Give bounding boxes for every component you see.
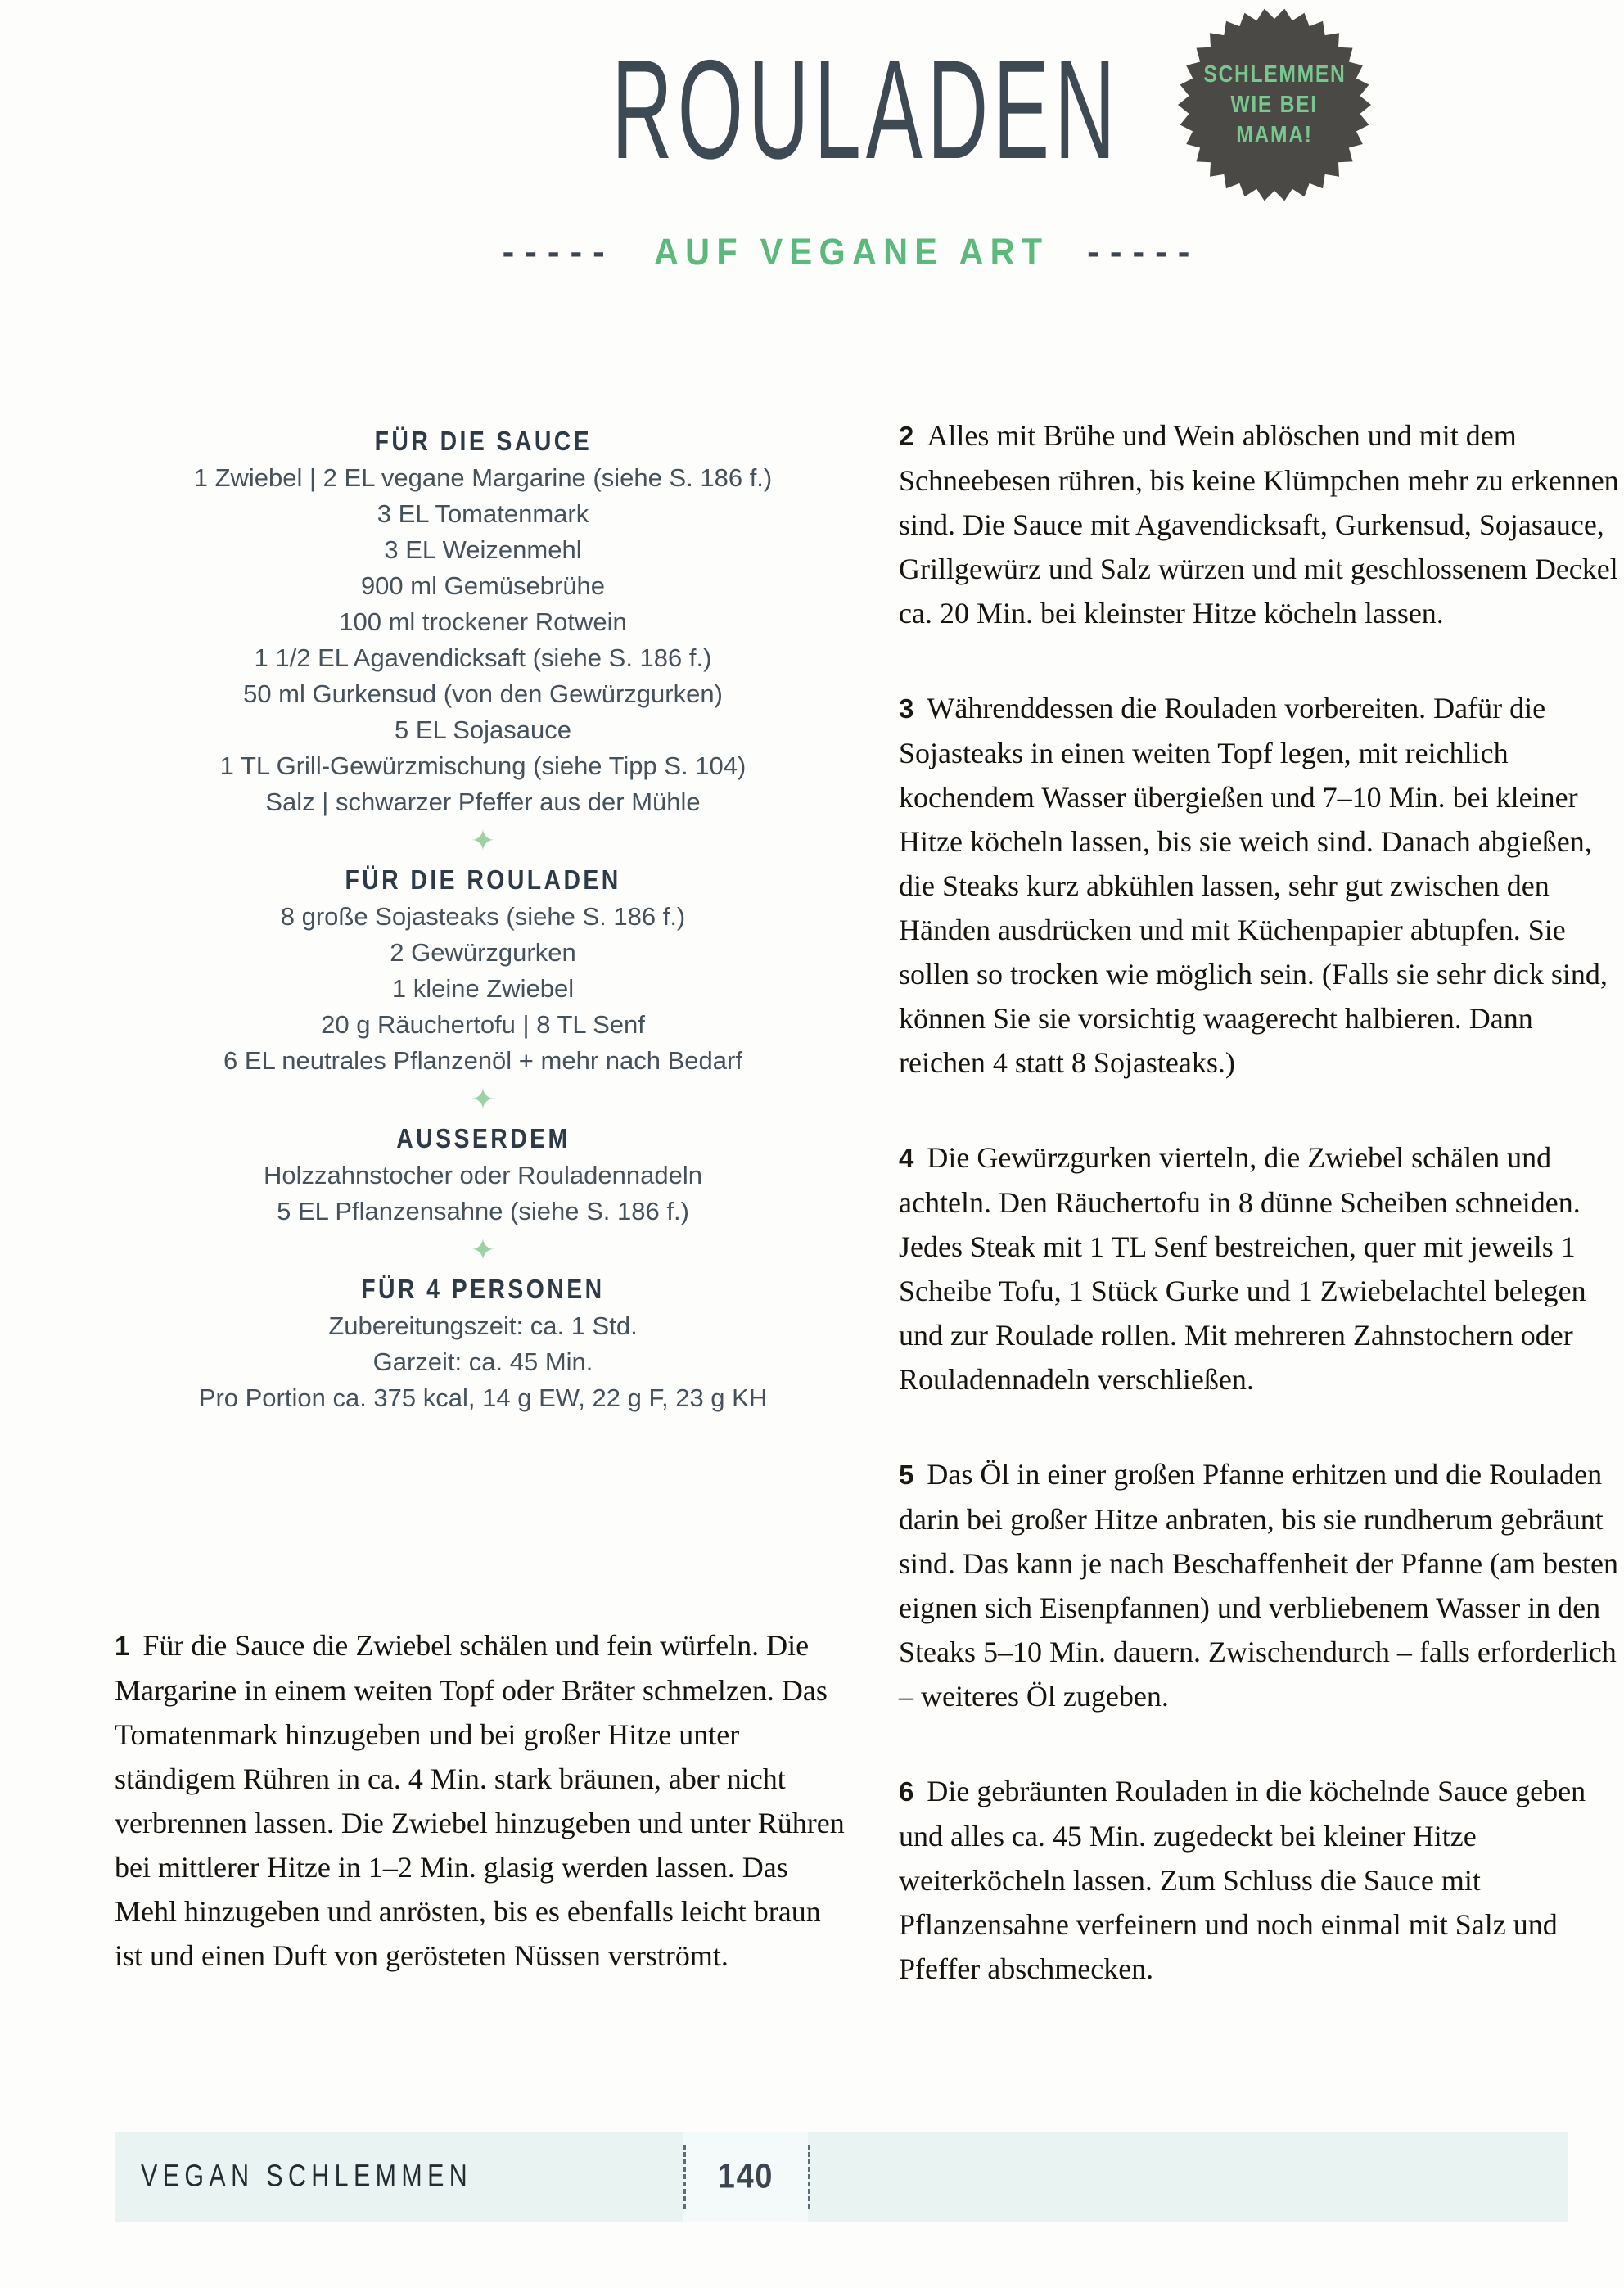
diamond-separator-icon: ✦ <box>470 824 496 857</box>
ingredient-item: Holzzahnstocher oder Rouladennadeln <box>264 1161 702 1189</box>
section-heading <box>115 1120 851 1158</box>
section-heading-text: FÜR DIE ROULADEN <box>345 864 621 895</box>
step-text: Für die Sauce die Zwiebel schälen und fein würfeln. Die Margarine in einem weiten Topf oder Bräter schmelzen. Das Tomatenmark hinzugeben und bei großer Hitze unter ständigem Rühren in ca. 4 Min. stark bräunen, aber nicht verbrennen lassen. Die Zwiebel hinzugeben und unter Rühren bei mittlerer Hitze in 1–2 Min. glasig werden lassen. Das Mehl hinzugeben und anrösten, bis es ebenfalls leicht braun ist und einen Duft von gerösteten Nüssen verströmt. <box>115 1629 845 1972</box>
recipe-subtitle: AUF VEGANE ART <box>653 231 1049 273</box>
recipe-step-1 <box>115 1623 851 1978</box>
step-number: 5 <box>899 1460 914 1490</box>
ingredient-item: 1 1/2 EL Agavendicksaft (siehe S. 186 f.) <box>254 643 712 672</box>
book-title: VEGAN SCHLEMMEN <box>141 2159 473 2194</box>
ingredient-item: 5 EL Pflanzensahne (siehe S. 186 f.) <box>277 1197 689 1225</box>
section-heading <box>115 422 851 460</box>
ingredient-item: 1 Zwiebel | 2 EL vegane Margarine (siehe S. 186 f.) <box>193 463 773 492</box>
ingredient-item: 8 große Sojasteaks (siehe S. 186 f.) <box>280 902 686 931</box>
step-number: 3 <box>899 693 914 724</box>
ingredient-item: 3 EL Tomatenmark <box>377 499 589 528</box>
recipe-step-6 <box>899 1769 1623 1991</box>
ingredient-item: 6 EL neutrales Pflanzenöl + mehr nach Bedarf <box>223 1046 742 1075</box>
section-heading-text: AUSSERDEM <box>395 1123 571 1153</box>
serving-info-item: Garzeit: ca. 45 Min. <box>372 1347 593 1376</box>
badge <box>1176 7 1373 203</box>
ingredient-item: 100 ml trockener Rotwein <box>339 607 627 636</box>
badge-line: SCHLEMMEN <box>1202 61 1347 88</box>
step-number: 4 <box>899 1143 914 1173</box>
recipe-step-2 <box>899 413 1623 635</box>
step-number: 6 <box>899 1776 914 1807</box>
footer-dash-right <box>808 2145 810 2209</box>
step-text: Die gebräunten Rouladen in die köchelnde Sauce geben und alles ca. 45 Min. zugedeckt bei kleiner Hitze weiterköcheln lassen. Zum Schluss die Sauce mit Pflanzensahne verfeinern und noch einmal mit Salz und Pfeffer abschmecken. <box>899 1775 1586 1985</box>
section-heading-text: FÜR DIE SAUCE <box>374 426 592 456</box>
step-number: 1 <box>115 1631 130 1661</box>
badge-text <box>1176 7 1373 203</box>
subtitle-dash-right: ----- <box>1087 232 1201 272</box>
footer-band <box>115 2132 1568 2222</box>
ingredient-item: 50 ml Gurkensud (von den Gewürzgurken) <box>243 679 723 708</box>
diamond-separator-icon: ✦ <box>470 1082 496 1116</box>
recipe-step-3 <box>899 686 1623 1085</box>
section-heading <box>115 1270 851 1308</box>
ingredient-item: 900 ml Gemüsebrühe <box>360 571 606 600</box>
subtitle-dash-left: ----- <box>502 232 616 272</box>
ingredient-item: 20 g Räuchertofu | 8 TL Senf <box>321 1010 645 1039</box>
ingredient-item: 1 kleine Zwiebel <box>391 974 575 1003</box>
recipe-title: ROULADEN <box>611 31 1121 188</box>
recipe-header <box>442 31 1261 188</box>
diamond-separator-icon: ✦ <box>470 1233 496 1266</box>
page-number: 140 <box>717 2156 774 2196</box>
ingredient-item: 2 Gewürzgurken <box>390 938 576 967</box>
ingredient-item: 5 EL Sojasauce <box>394 715 571 744</box>
ingredient-item: Salz | schwarzer Pfeffer aus der Mühle <box>265 787 701 816</box>
serving-info-item: Zubereitungszeit: ca. 1 Std. <box>328 1311 638 1340</box>
badge-line: MAMA! <box>1236 121 1313 148</box>
badge-line: WIE BEI <box>1230 91 1319 118</box>
serving-info-item: Pro Portion ca. 375 kcal, 14 g EW, 22 g F, 23 g KH <box>198 1383 768 1412</box>
footer-dash-left <box>683 2145 686 2209</box>
ingredient-item: 3 EL Weizenmehl <box>384 535 582 564</box>
step-text: Die Gewürzgurken vierteln, die Zwiebel schälen und achteln. Den Räuchertofu in 8 dünne Scheiben schneiden. Jedes Steak mit 1 TL Senf bestreichen, quer mit jeweils 1 Scheibe Tofu, 1 Stück Gurke und 1 Zwiebelachtel belegen und zur Roulade rollen. Mit mehreren Zahnstochern oder Rouladennadeln verschließen. <box>899 1141 1586 1396</box>
step-text: Alles mit Brühe und Wein ablöschen und mit dem Schneebesen rühren, bis keine Klümpchen mehr zu erkennen sind. Die Sauce mit Agavendicksaft, Gurkensud, Sojasauce, Grillgewürz und Salz würzen und mit geschlossenem Deckel ca. 20 Min. bei kleinster Hitze köcheln lassen. <box>899 419 1619 630</box>
step-number: 2 <box>899 421 914 451</box>
step-text: Das Öl in einer großen Pfanne erhitzen und die Rouladen darin bei großer Hitze anbraten, bis sie rundherum gebräunt sind. Das kann je nach Beschaffenheit der Pfanne (am besten eignen sich Eisenpfannen) und verbliebenem Wasser in den Steaks 5–10 Min. dauern. Zwischendurch – falls erforderlich – weiteres Öl zugeben. <box>899 1458 1619 1713</box>
recipe-subtitle-row <box>442 231 1261 273</box>
steps-column <box>899 413 1623 2042</box>
section-heading <box>115 861 851 899</box>
step-text: Währenddessen die Rouladen vorbereiten. Dafür die Sojasteaks in einen weiten Topf legen, mit reichlich kochendem Wasser übergießen und 7–10 Min. bei kleiner Hitze köcheln lassen, bis sie weich sind. Danach abgießen, die Steaks kurz abkühlen lassen, sehr gut zwischen den Händen ausdrücken und mit Küchenpapier abtupfen. Sie sollen so trocken wie möglich sein. (Falls sie sehr dick sind, können Sie sie vorsichtig waagerecht halbieren. Dann reichen 4 statt 8 Sojasteaks.) <box>899 692 1608 1079</box>
recipe-step-4 <box>899 1135 1623 1401</box>
section-heading-text: FÜR 4 PERSONEN <box>361 1274 605 1304</box>
recipe-step-5 <box>899 1452 1623 1718</box>
ingredients-column <box>115 422 851 1416</box>
ingredient-item: 1 TL Grill-Gewürzmischung (siehe Tipp S. 104) <box>219 751 747 780</box>
